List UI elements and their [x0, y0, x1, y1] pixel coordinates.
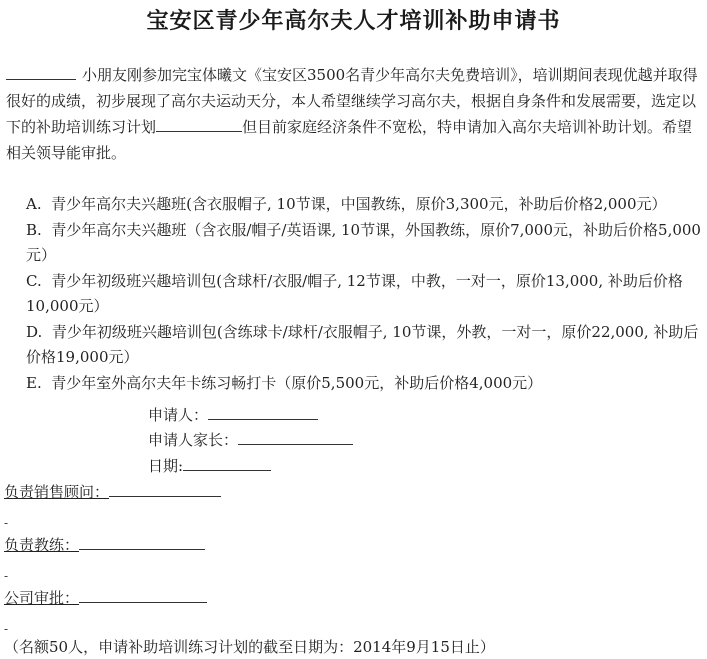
date-row: [148, 454, 271, 478]
company-label: 公司审批：: [4, 589, 80, 607]
coach-row: [4, 534, 205, 556]
option-text: 青少年室外高尔夫年卡练习畅打卡（原价5,500元，补助后价格4,000元）: [51, 373, 543, 392]
page-title: 宝安区青少年高尔夫人才培训补助申请书: [146, 9, 561, 34]
deadline-note: （名额50人，申请补助培训练习计划的截至日期为：2014年9月15日止）: [4, 638, 495, 656]
sales-row: [4, 481, 221, 503]
option-letter: D.: [26, 322, 43, 341]
option-c: [6, 269, 702, 320]
applicant-row: [148, 403, 318, 427]
option-letter: A.: [26, 195, 42, 213]
option-text: 青少年高尔夫兴趣班（含衣服/帽子/英语课, 10节课，外国教练，原价7,000元，补助后价格5,000元）: [26, 220, 701, 264]
company-row: [4, 587, 207, 609]
parent-blank[interactable]: [238, 429, 353, 445]
intro-text-2: 但目前家庭经济条件不宽松，特申请加入高尔夫培训补助计划。希望相关领导能审批。: [6, 118, 693, 162]
option-letter: E.: [26, 373, 42, 392]
option-text: 青少年初级班兴趣培训包(含练球卡/球杆/衣服帽子, 10节课，外教，一对一，原价22,000, 补助后价格19,000元）: [26, 322, 699, 366]
option-letter: C.: [26, 271, 42, 290]
sales-label: 负责销售顾问：: [4, 483, 110, 501]
intro-paragraph: [6, 62, 702, 166]
option-text: 青少年初级班兴趣培训包(含球杆/衣服/帽子, 12节课，中教，一对一，原价13,000, 补助后价格10,000元）: [26, 271, 683, 315]
applicant-blank[interactable]: [208, 404, 318, 420]
parent-label: 申请人家长：: [148, 431, 239, 449]
option-e: [6, 371, 702, 397]
parent-row: [148, 428, 353, 452]
option-b: [6, 218, 702, 269]
separator-dash: -: [4, 622, 9, 636]
separator-dash: -: [4, 569, 9, 583]
option-d: [6, 320, 702, 371]
date-label: 日期:: [148, 457, 184, 475]
sales-blank[interactable]: [109, 481, 221, 497]
date-blank[interactable]: [183, 455, 271, 471]
applicant-label: 申请人：: [148, 406, 209, 424]
option-text: 青少年高尔夫兴趣班(含衣服帽子, 10节课，中国教练，原价3,300元，补助后价格2,000元）: [51, 195, 667, 213]
plan-choice-blank[interactable]: [156, 116, 242, 132]
option-a: [6, 192, 702, 218]
coach-blank[interactable]: [79, 534, 205, 550]
options-list: [6, 192, 702, 396]
child-name-blank[interactable]: [6, 64, 76, 80]
company-blank[interactable]: [79, 587, 207, 603]
option-letter: B.: [26, 220, 42, 239]
separator-dash: -: [4, 516, 9, 530]
coach-label: 负责教练：: [4, 536, 80, 554]
intro-text-1: 小朋友刚参加完宝体曦文《宝安区3500名青少年高尔夫免费培训》，培训期间表现优越并取得很好的成绩，初步展现了高尔夫运动天分，本人希望继续学习高尔夫，根据自身条件和发展需要，选定以下的补助培训练习计划: [6, 66, 698, 136]
